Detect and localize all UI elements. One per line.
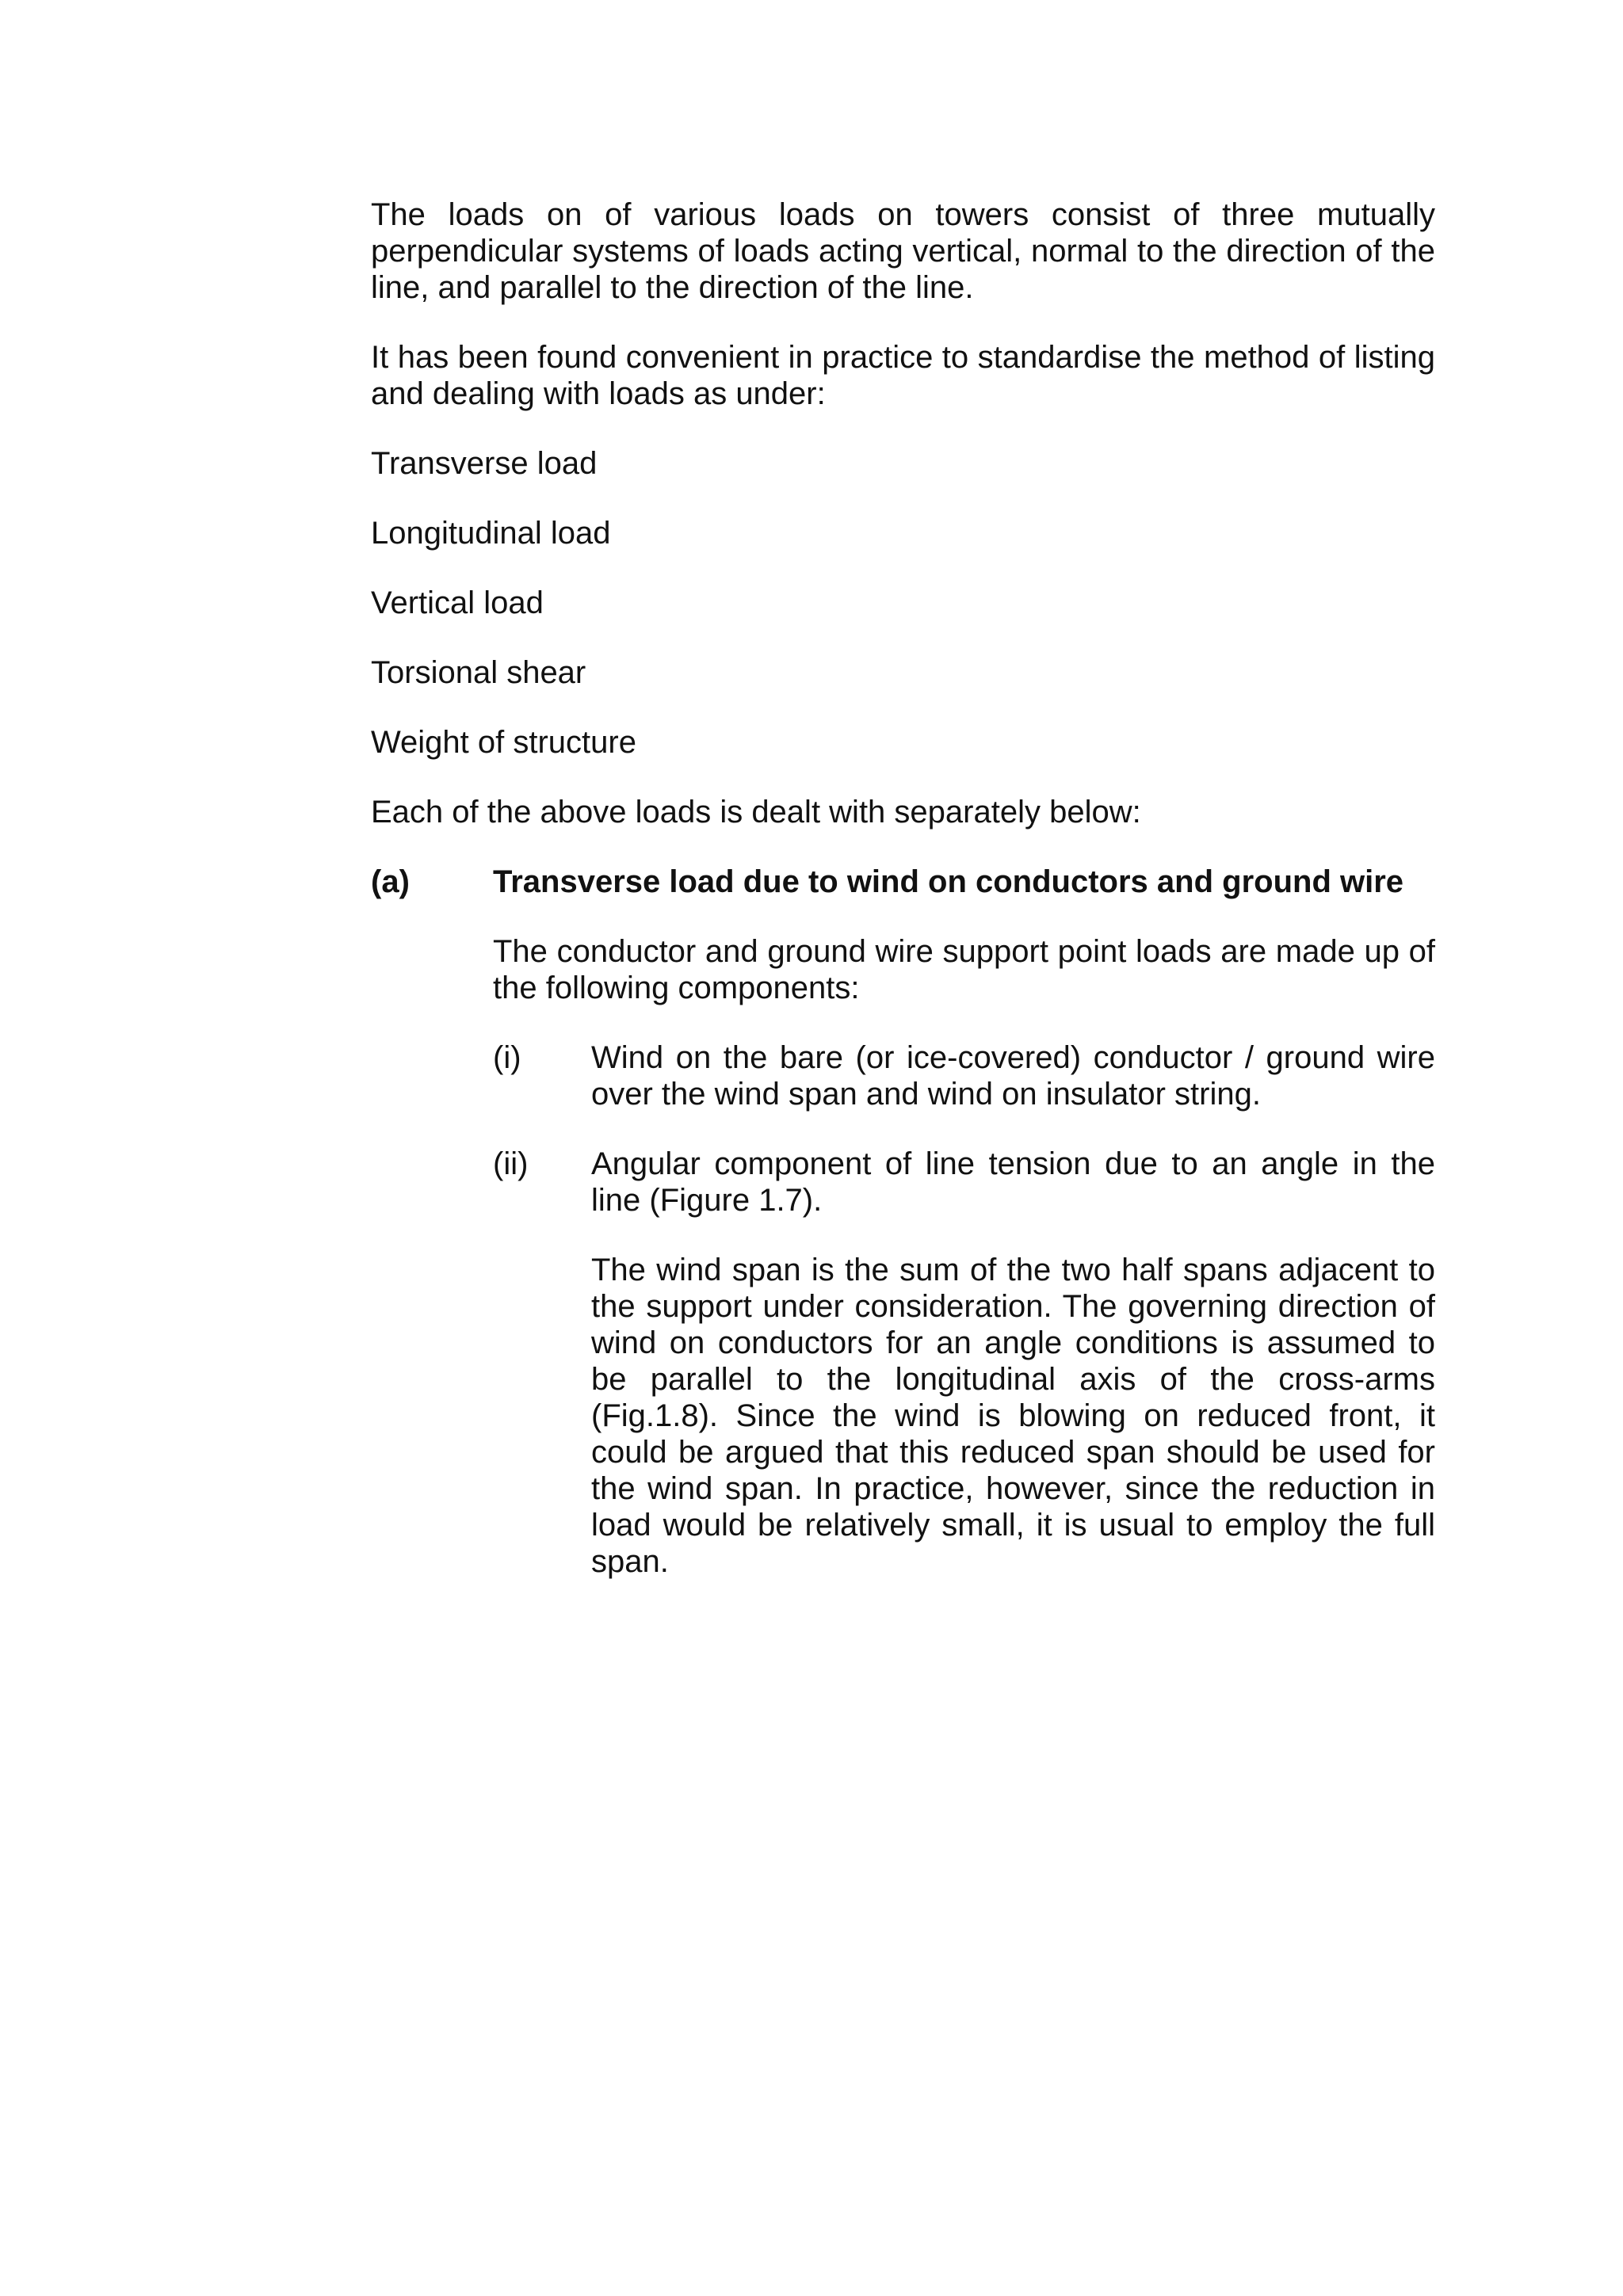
load-type-torsional-shear: Torsional shear	[371, 655, 586, 690]
section-a-item-i-text: Wind on the bare (or ice-covered) conductor / ground wire over the wind span and wind on insulator string.	[591, 1040, 1435, 1112]
section-a-item-ii-label: (ii)	[493, 1146, 529, 1181]
section-a-continuation: The wind span is the sum of the two half spans adjacent to the support under consideration. The governing direction of wind on conductors for an angle conditions is assumed to be parallel to the longitudinal axis of the cross-arms (Fig.1.8). Since the wind is blowing on reduced front, it could be argued that this reduced span should be used for the wind span. In practice, however, since the reduction in load would be relatively small, it is usual to employ the full span.	[591, 1253, 1435, 1579]
intro-paragraph-2: It has been found convenient in practice to standardise the method of listing and dealing with loads as under:	[371, 340, 1435, 411]
load-type-vertical: Vertical load	[371, 585, 544, 620]
load-type-weight-of-structure: Weight of structure	[371, 725, 636, 760]
section-a-item-i	[493, 1039, 1435, 1112]
load-type-transverse: Transverse load	[371, 446, 598, 481]
section-a-body	[493, 933, 1435, 1580]
section-a-intro: The conductor and ground wire support point loads are made up of the following components:	[493, 934, 1435, 1005]
section-a-item-i-label: (i)	[493, 1040, 521, 1075]
load-type-longitudinal: Longitudinal load	[371, 516, 611, 551]
section-a-label: (a)	[371, 864, 410, 899]
section-a-heading	[371, 864, 1435, 900]
document-body	[371, 196, 1435, 1580]
section-a-item-ii-text: Angular component of line tension due to an angle in the line (Figure 1.7).	[591, 1146, 1435, 1218]
section-a-item-ii	[493, 1146, 1435, 1219]
lead-in-paragraph: Each of the above loads is dealt with separately below:	[371, 795, 1141, 830]
intro-paragraph-1: The loads on of various loads on towers consist of three mutually perpendicular systems of loads acting vertical, normal to the direction of the line, and parallel to the direction of the line.	[371, 197, 1435, 305]
section-a-title: Transverse load due to wind on conductors and ground wire	[493, 864, 1404, 899]
